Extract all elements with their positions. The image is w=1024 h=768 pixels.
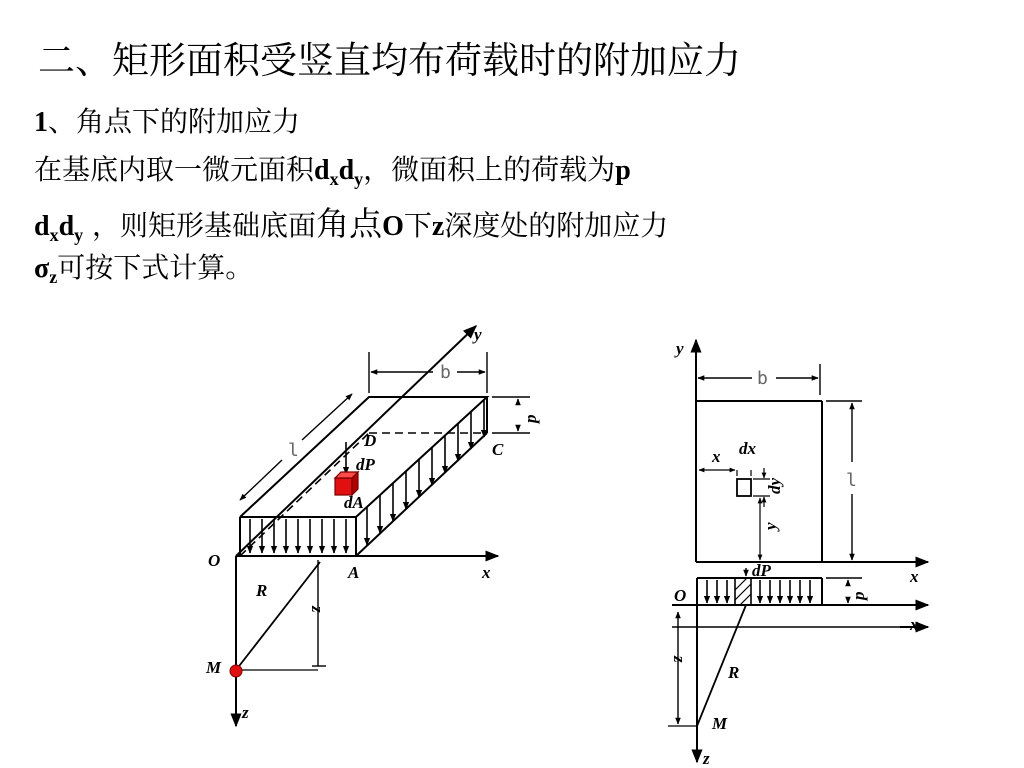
label-dy: dy [765,477,784,494]
point-M [230,665,242,677]
para-sub: x [329,169,339,189]
section-heading-text: 、角点下的附加应力 [48,105,301,138]
para-var: d [338,155,355,186]
dim-l-lower [240,460,282,500]
para-sub: y [354,169,364,189]
front-load-arrows [250,519,346,553]
slide-title: 二、矩形面积受竖直均布荷载时的附加应力 [38,39,741,82]
label-z-axis: z [703,749,710,768]
label-p: p [849,591,868,600]
para-text: ，则矩形基础底面 [83,209,317,242]
para-text: 下 [403,209,432,242]
label-b: b [440,362,451,383]
label-M: M [712,714,728,733]
section-number: 1 [34,107,48,138]
figure-left [236,326,530,726]
dim-l-upper [302,394,352,440]
label-D: D [364,431,377,450]
plan-element [737,479,751,496]
label-z-dim: z [670,656,689,663]
para-var: d [314,155,330,186]
label-x: x [482,563,491,582]
figure-left-labels [205,325,540,722]
radius-line [236,562,320,670]
para-var: z [431,211,445,242]
para-text: 深度处的附加应力 [444,209,669,242]
para-sub: z [49,267,58,287]
label-x-axis: x [910,567,919,586]
figure-right-labels [670,339,919,768]
label-z-dim: z [308,606,327,613]
label-y: y [676,339,684,358]
para-var: d [34,211,50,242]
figure-right [668,340,928,762]
label-l: l [288,440,299,461]
label-x-axis-2: x [910,615,919,634]
para-sub: x [49,225,59,245]
label-R: R [256,581,268,600]
label-O: O [208,551,221,570]
label-A: A [348,563,360,582]
label-dP: dP [752,561,771,580]
label-C: C [492,440,504,459]
label-y-dim: y [761,522,780,530]
label-dP: dP [356,455,375,474]
side-load-arrows [367,399,484,545]
base-edge [356,433,487,556]
label-z-axis: z [242,703,249,722]
label-dA: dA [344,493,364,512]
section-load-arrows [707,580,810,603]
para-text: 在基底内取一微元面积 [34,153,315,186]
differential-element [335,472,358,495]
para-var: σ [34,253,50,284]
para-var: d [58,211,75,242]
para-emphasis: 角点 [316,204,383,243]
label-b: b [757,368,768,389]
para-sub: y [74,225,84,245]
hatch [735,578,751,605]
label-M: M [206,658,222,677]
label-l: l [846,470,857,491]
label-O: O [674,586,687,605]
para-var: p [615,155,631,186]
label-p: p [521,414,540,423]
para-text: 可按下式计算。 [57,251,254,284]
para-text: ，微面积上的荷载为 [363,153,616,186]
label-x-dim: x [712,447,721,466]
label-R: R [728,663,740,682]
label-y: y [474,325,482,344]
para-var: O [382,211,404,242]
label-dx: dx [739,439,756,458]
